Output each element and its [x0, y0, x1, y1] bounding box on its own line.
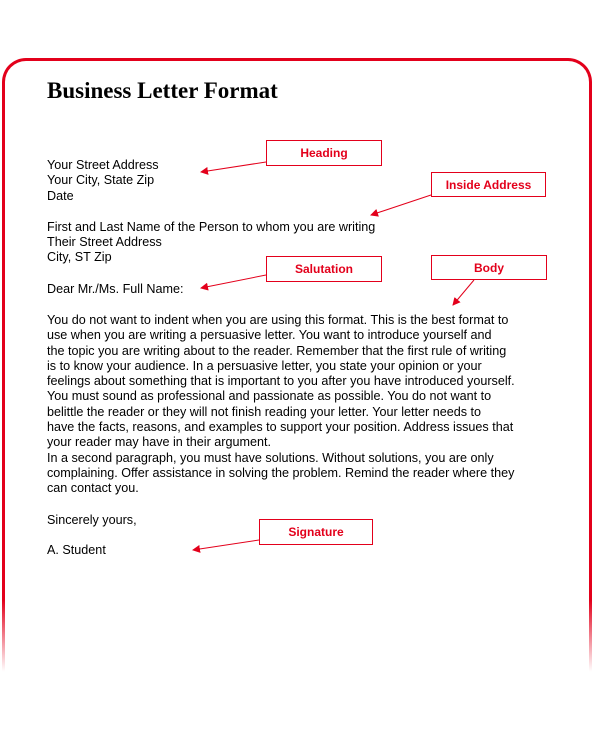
body-line: belittle the reader or they will not finish reading your letter. Your letter needs to — [47, 404, 482, 419]
body-line: You must sound as professional and passionate as possible. You do not want to — [47, 389, 492, 404]
body-line: complaining. Offer assistance in solving the problem. Remind the reader where they — [47, 465, 515, 480]
arrow-body — [453, 280, 474, 305]
arrow-salutation — [201, 275, 266, 288]
body-line: have the facts, reasons, and examples to support your position. Address issues that — [47, 420, 514, 435]
heading-city: Your City, State Zip — [47, 173, 155, 187]
body-line: the topic you are writing about to the reader. Remember that the first rule of writing — [47, 343, 507, 358]
body-line: feelings about something that is important to you after you have introduced yourself. — [47, 374, 515, 389]
body-line: In a second paragraph, you must have solutions. Without solutions, you are only — [47, 450, 494, 465]
heading-date: Date — [47, 189, 74, 203]
salutation: Dear Mr./Ms. Full Name: — [47, 282, 184, 296]
signature-name: A. Student — [47, 543, 106, 557]
recipient-street: Their Street Address — [47, 235, 162, 249]
closing: Sincerely yours, — [47, 513, 137, 527]
arrow-inside-address — [371, 195, 431, 215]
arrow-heading — [201, 162, 266, 172]
page-title: Business Letter Format — [47, 78, 278, 103]
callout-inside-address: Inside Address — [431, 172, 546, 197]
body-line: is to know your audience. In a persuasive letter, you state your opinion or your — [47, 358, 482, 373]
arrow-signature — [193, 540, 259, 550]
body-line: use when you are writing a persuasive letter. You want to introduce yourself and — [47, 328, 492, 343]
body-line: You do not want to indent when you are using this format. This is the best format to — [47, 313, 509, 327]
recipient-city: City, ST Zip — [47, 250, 112, 264]
body-line: can contact you. — [47, 481, 139, 496]
callout-signature: Signature — [259, 519, 373, 545]
callout-body: Body — [431, 255, 547, 280]
recipient-name: First and Last Name of the Person to whom you are writing — [47, 220, 376, 234]
callout-salutation: Salutation — [266, 256, 382, 282]
heading-street: Your Street Address — [47, 158, 159, 172]
body-line: your reader may have in their argument. — [47, 435, 272, 450]
callout-heading: Heading — [266, 140, 382, 166]
